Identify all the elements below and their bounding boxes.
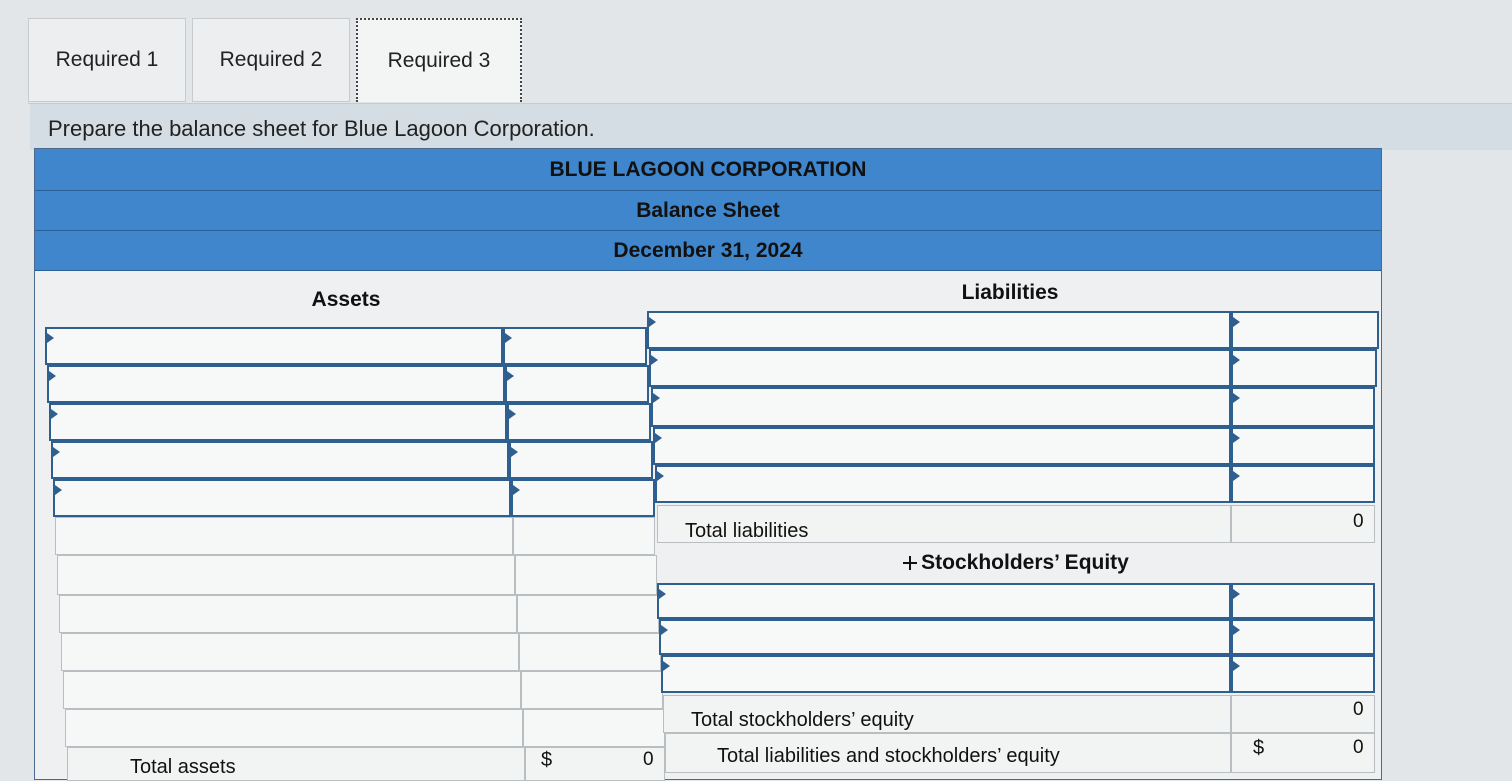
liability-name-input-1[interactable] xyxy=(647,311,1231,349)
equity-amount-input-1[interactable] xyxy=(1231,583,1375,619)
statement-title: Balance Sheet xyxy=(35,191,1381,231)
asset-blank-amount xyxy=(515,555,657,595)
liability-name-input-4[interactable] xyxy=(653,427,1231,465)
assets-heading: Assets xyxy=(311,288,381,311)
total-equity-label: Total stockholders’ equity xyxy=(691,709,914,731)
statement-date: December 31, 2024 xyxy=(35,231,1381,271)
company-name: BLUE LAGOON CORPORATION xyxy=(35,149,1381,191)
liability-amount-input-5[interactable] xyxy=(1231,465,1375,503)
asset-blank-amount xyxy=(523,709,665,747)
total-liabilities-label: Total liabilities xyxy=(685,520,809,542)
asset-blank-amount xyxy=(519,633,661,671)
equity-amount-input-3[interactable] xyxy=(1231,655,1375,693)
equity-amount-input-2[interactable] xyxy=(1231,619,1375,655)
asset-blank-amount xyxy=(517,595,659,633)
tab-required-2[interactable]: Required 2 xyxy=(192,18,350,102)
balance-sheet xyxy=(34,148,1382,780)
grand-total-label: Total liabilities and stockholders’ equity xyxy=(717,745,1060,767)
asset-amount-input-3[interactable] xyxy=(507,403,651,441)
total-equity-value: 0 xyxy=(1353,699,1364,720)
asset-amount-input-5[interactable] xyxy=(511,479,655,517)
total-liabilities-value: 0 xyxy=(1353,511,1364,532)
tab-required-3[interactable]: Required 3 xyxy=(356,18,522,102)
asset-name-input-1[interactable] xyxy=(45,327,503,365)
equity-name-input-3[interactable] xyxy=(661,655,1231,693)
liabilities-heading: Liabilities xyxy=(961,281,1059,304)
asset-blank-amount xyxy=(521,671,663,709)
asset-amount-input-1[interactable] xyxy=(503,327,647,365)
instruction-text: Prepare the balance sheet for Blue Lagoon Corporation. xyxy=(48,116,595,141)
asset-blank-row xyxy=(63,671,521,709)
crosshair-cursor-icon xyxy=(903,556,917,570)
equity-name-input-1[interactable] xyxy=(657,583,1231,619)
liability-name-input-2[interactable] xyxy=(649,349,1231,387)
asset-blank-row xyxy=(59,595,517,633)
grand-total-currency: $ xyxy=(1253,737,1265,759)
total-assets-value: 0 xyxy=(643,749,654,770)
liability-name-input-5[interactable] xyxy=(655,465,1231,503)
asset-name-input-2[interactable] xyxy=(47,365,505,403)
asset-blank-row xyxy=(61,633,519,671)
equity-name-input-2[interactable] xyxy=(659,619,1231,655)
tab-bar xyxy=(28,18,528,104)
asset-name-input-5[interactable] xyxy=(53,479,511,517)
asset-amount-input-2[interactable] xyxy=(505,365,649,403)
asset-name-input-4[interactable] xyxy=(51,441,509,479)
tab-required-1[interactable]: Required 1 xyxy=(28,18,186,102)
liability-amount-input-3[interactable] xyxy=(1231,387,1375,427)
liability-amount-input-4[interactable] xyxy=(1231,427,1375,465)
grand-total-value: 0 xyxy=(1353,737,1364,758)
asset-name-input-3[interactable] xyxy=(49,403,507,441)
asset-blank-row xyxy=(57,555,515,595)
asset-amount-input-4[interactable] xyxy=(509,441,653,479)
equity-heading-row xyxy=(657,543,1375,583)
liability-name-input-3[interactable] xyxy=(651,387,1231,427)
liability-amount-input-2[interactable] xyxy=(1231,349,1377,387)
asset-blank-row xyxy=(55,517,513,555)
equity-heading: Stockholders’ Equity xyxy=(921,551,1129,574)
liability-amount-input-1[interactable] xyxy=(1231,311,1379,349)
total-assets-currency: $ xyxy=(541,749,553,771)
asset-blank-row xyxy=(65,709,523,747)
asset-blank-amount xyxy=(513,517,655,555)
total-assets-label: Total assets xyxy=(130,756,236,778)
